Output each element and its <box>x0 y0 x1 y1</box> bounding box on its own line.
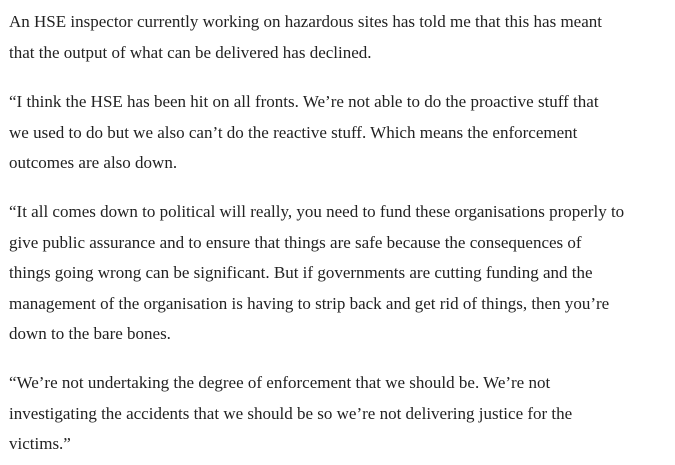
paragraph-line: management of the organisation is having to strip back and get rid of things, then you’re <box>9 293 610 313</box>
paragraph-quote-2 <box>9 197 624 350</box>
paragraph-line: we used to do but we also can’t do the reactive stuff. Which means the enforcement <box>9 122 578 142</box>
paragraph-line: investigating the accidents that we should be so we’re not delivering justice for the <box>9 403 573 423</box>
paragraph-line: “I think the HSE has been hit on all fronts. We’re not able to do the proactive stuff that <box>9 92 599 111</box>
paragraph-quote-1 <box>9 87 599 179</box>
paragraph-line: things going wrong can be significant. But if governments are cutting funding and the <box>9 263 593 282</box>
paragraph-line: “It all comes down to political will really, you need to fund these organisations properly to <box>9 202 625 221</box>
paragraph-intro <box>9 7 602 68</box>
paragraph-line: outcomes are also down. <box>9 153 178 172</box>
paragraph-line: that the output of what can be delivered has declined. <box>9 42 372 62</box>
paragraph-quote-3 <box>9 368 572 460</box>
paragraph-line: victims.” <box>9 434 71 453</box>
paragraph-line: An HSE inspector currently working on hazardous sites has told me that this has meant <box>9 12 602 31</box>
paragraph-line: “We’re not undertaking the degree of enforcement that we should be. We’re not <box>9 373 551 392</box>
paragraph-line: down to the bare bones. <box>9 324 171 343</box>
paragraph-line: give public assurance and to ensure that things are safe because the consequences of <box>9 232 582 252</box>
